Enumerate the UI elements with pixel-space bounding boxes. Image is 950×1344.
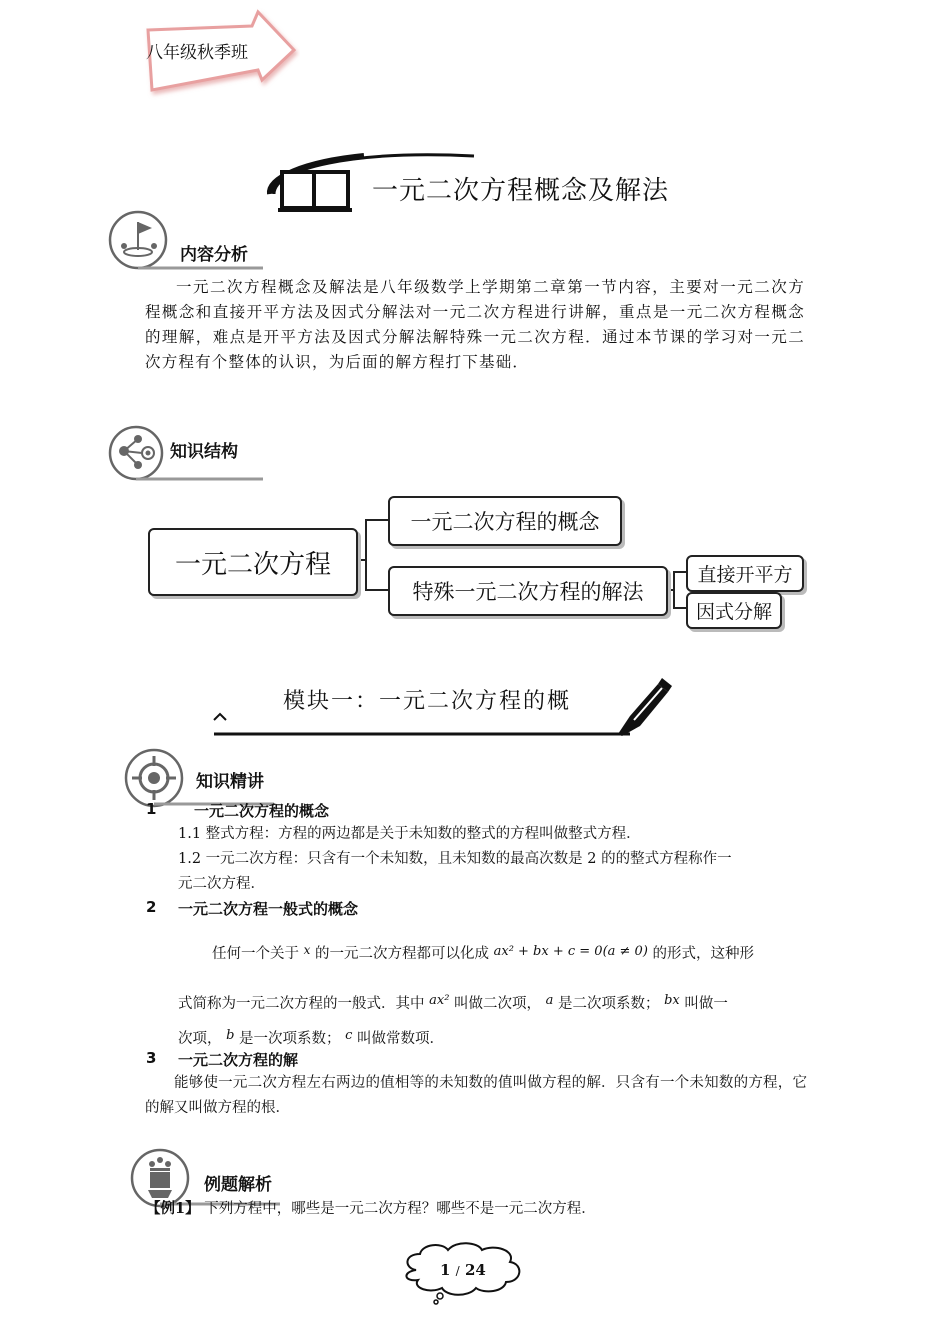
item1-title: 一元二次方程的概念 [194, 802, 330, 820]
item2-title: 一元二次方程一般式的概念 [178, 900, 359, 918]
item1-2-text-a: 1.2 一元二次方程：只含有一个未知数，且未知数的最高次数是 2 的的整式方程称作一 [178, 851, 732, 867]
class-tag: 八年级秋季班 [146, 43, 248, 63]
term-a: a [545, 993, 554, 1008]
content-analysis-text: 一元二次方程概念及解法是八年级数学上学期第二章第一节内容，主要对一元二次方程概念和直接开平方法及因式分解法对一元二次方程进行讲解，重点是一元二次方程概念的理解，难点是开平方法及因式分解法解特殊一元二次方程．通过本节课的学习对一元二次方程有个整体的认识，为后面的解方程打下基础． [145, 278, 805, 371]
module-title: 模块一：一元二次方程的概 [283, 689, 572, 714]
term-bx: bx [664, 993, 680, 1008]
mindmap-root: 一元二次方程 [148, 528, 358, 596]
item2-line3 [178, 1023, 444, 1052]
item3-text: 能够使一元二次方程左右两边的值相等的未知数的值叫做方程的解．只含有一个未知数的方程，它的解又叫做方程的根． [145, 1075, 807, 1116]
mindmap-connectors [0, 0, 950, 660]
page-number [440, 1261, 486, 1279]
item1-number: 1 [146, 800, 157, 818]
mindmap-leaf-sqrt: 直接开平方 [686, 555, 804, 592]
knowledge-detail-heading: 知识精讲 [196, 772, 264, 792]
item2-text-3a: 次项， [178, 1031, 222, 1047]
page-current: 1 [440, 1261, 451, 1279]
general-form-formula: ax² + bx + c = 0(a ≠ 0) [493, 944, 648, 959]
page-total: 24 [464, 1261, 486, 1279]
example1-label: 【例1】 [146, 1200, 200, 1217]
item2-text-3c: 叫做常数项． [357, 1031, 445, 1047]
mindmap-leaf-factor: 因式分解 [686, 592, 782, 629]
examples-heading: 例题解析 [204, 1175, 272, 1195]
example1-text: 下列方程中，哪些是一元二次方程？哪些不是一元二次方程． [204, 1201, 596, 1217]
item1-2-text-b: 元二次方程． [178, 876, 265, 892]
mindmap-branch-concept: 一元二次方程的概念 [388, 496, 622, 546]
item2-text-1c: 的形式，这种形 [652, 946, 755, 962]
pencil-icon [210, 676, 680, 742]
item2-line2 [178, 988, 728, 1017]
item2-text-2a: 式简称为一元二次方程的一般式．其中 [178, 996, 425, 1012]
item2-text-2d: 叫做一 [684, 996, 728, 1012]
item1-1-text: 1.1 整式方程：方程的两边都是关于未知数的整式的方程叫做整式方程． [178, 826, 641, 842]
mindmap-branch-methods: 特殊一元二次方程的解法 [388, 566, 668, 616]
item2-text-1a: 任何一个关于 [212, 946, 299, 962]
item2-text-2c: 是二次项系数； [558, 996, 660, 1012]
item2-text-2b: 叫做二次项， [454, 996, 542, 1012]
item2-text-3b: 是一次项系数； [239, 1031, 341, 1047]
item3-title: 一元二次方程的解 [178, 1051, 299, 1069]
knowledge-structure-heading: 知识结构 [170, 442, 238, 462]
term-ax2: ax² [429, 993, 450, 1008]
page-title: 一元二次方程概念及解法 [372, 176, 670, 206]
item2-number: 2 [146, 898, 157, 916]
var-x: x [303, 943, 311, 957]
example1-line [146, 1196, 596, 1222]
item2-text-1b: 的一元二次方程都可以化成 [315, 946, 489, 962]
item3-number: 3 [146, 1049, 157, 1067]
term-b: b [226, 1028, 235, 1043]
item2-line1 [212, 938, 754, 967]
content-analysis-heading: 内容分析 [180, 245, 248, 265]
page-separator: / [455, 1264, 460, 1278]
term-c: c [345, 1028, 353, 1043]
